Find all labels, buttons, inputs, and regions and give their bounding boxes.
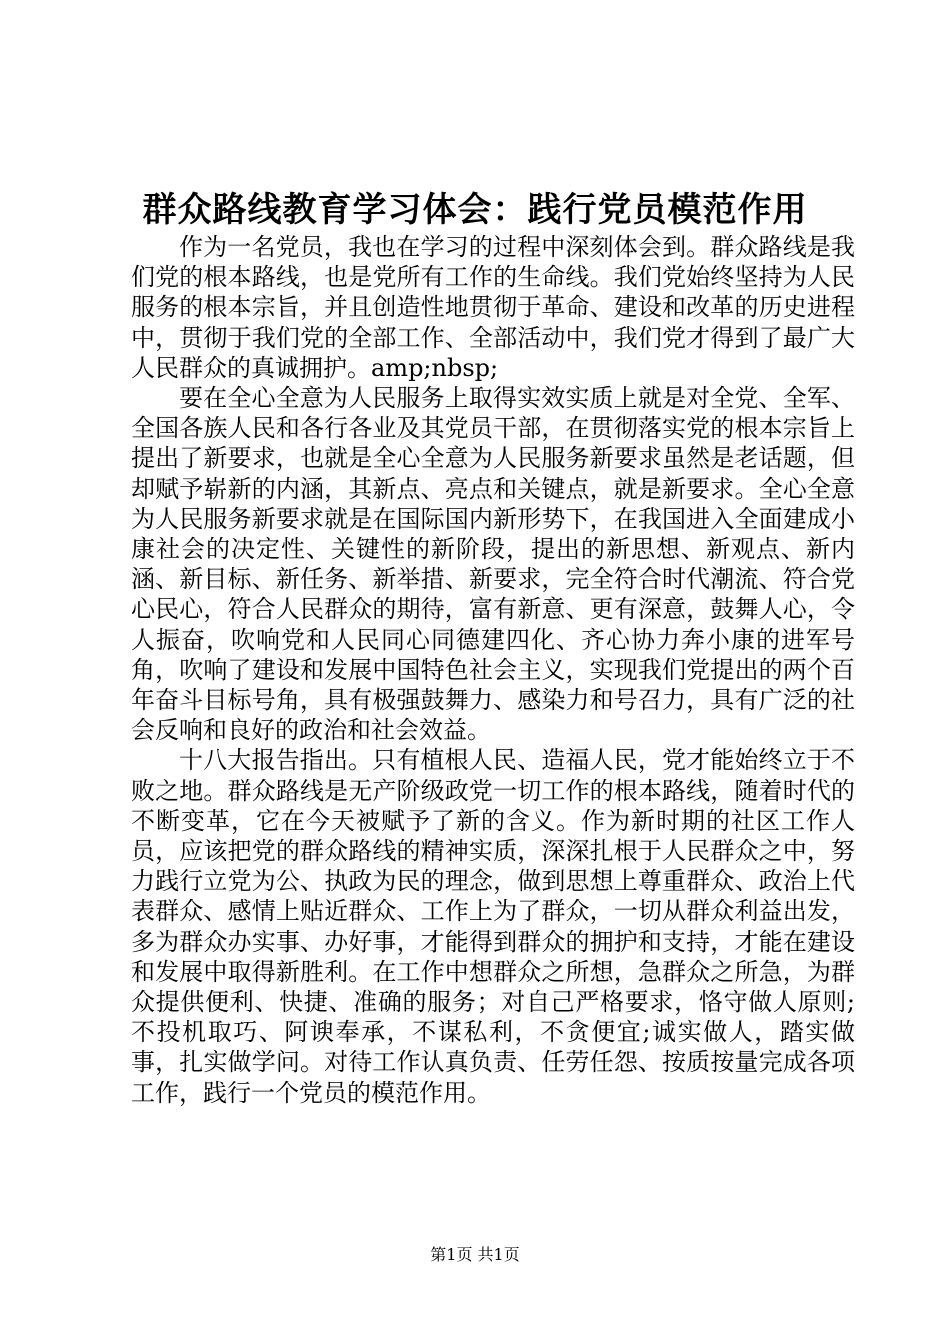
paragraph-3: 十八大报告指出。只有植根人民、造福人民，党才能始终立于不败之地。群众路线是无产阶级政党一切工作的根本路线，随着时代的不断变革，它在今天被赋予了新的含义。作为新时期的社区工作人员，应该把党的群众路线的精神实质，深深扎根于人民群众之中，努力践行立党为公、执政为民的理念，做到思想上尊重群众、政治上代表群众、感情上贴近群众、工作上为了群众，一切从群众利益出发，多为群众办实事、办好事，才能得到群众的拥护和支持，才能在建设和发展中取得新胜利。在工作中想群众之所想，急群众之所急，为群众提供便利、快捷、准确的服务；对自己严格要求，恪守做人原则;不投机取巧、阿谀奉承，不谋私利，不贪便宜;诚实做人，踏实做事，扎实做学问。对待工作认真负责、任劳任怨、按质按量完成各项工作，践行一个党员的模范作用。 bbox=[131, 746, 855, 1107]
paragraph-1: 作为一名党员，我也在学习的过程中深刻体会到。群众路线是我们党的根本路线，也是党所有工作的生命线。我们党始终坚持为人民服务的根本宗旨，并且创造性地贯彻于革命、建设和改革的历史进程中，贯彻于我们党的全部工作、全部活动中，我们党才得到了最广大人民群众的真诚拥护。amp;nbsp; bbox=[131, 233, 855, 382]
page-footer: 第1页 共1页 bbox=[430, 1245, 520, 1264]
paragraph-2: 要在全心全意为人民服务上取得实效实质上就是对全党、全军、全国各族人民和各行各业及其党员干部，在贯彻落实党的根本宗旨上提出了新要求，也就是全心全意为人民服务新要求虽然是老话题，但却赋予崭新的内涵，其新点、亮点和关键点，就是新要求。全心全意为人民服务新要求就是在国际国内新形势下，在我国进入全面建成小康社会的决定性、关键性的新阶段，提出的新思想、新观点、新内涵、新目标、新任务、新举措、新要求，完全符合时代潮流、符合党心民心，符合人民群众的期待，富有新意、更有深意，鼓舞人心，令人振奋，吹响党和人民同心同德建四化、齐心协力奔小康的进军号角，吹响了建设和发展中国特色社会主义，实现我们党提出的两个百年奋斗目标号角，具有极强鼓舞力、感染力和号召力，具有广泛的社会反响和良好的政治和社会效益。 bbox=[131, 384, 855, 745]
document-title: 群众路线教育学习体会：践行党员模范作用 bbox=[142, 190, 808, 230]
document-body bbox=[131, 232, 855, 1108]
